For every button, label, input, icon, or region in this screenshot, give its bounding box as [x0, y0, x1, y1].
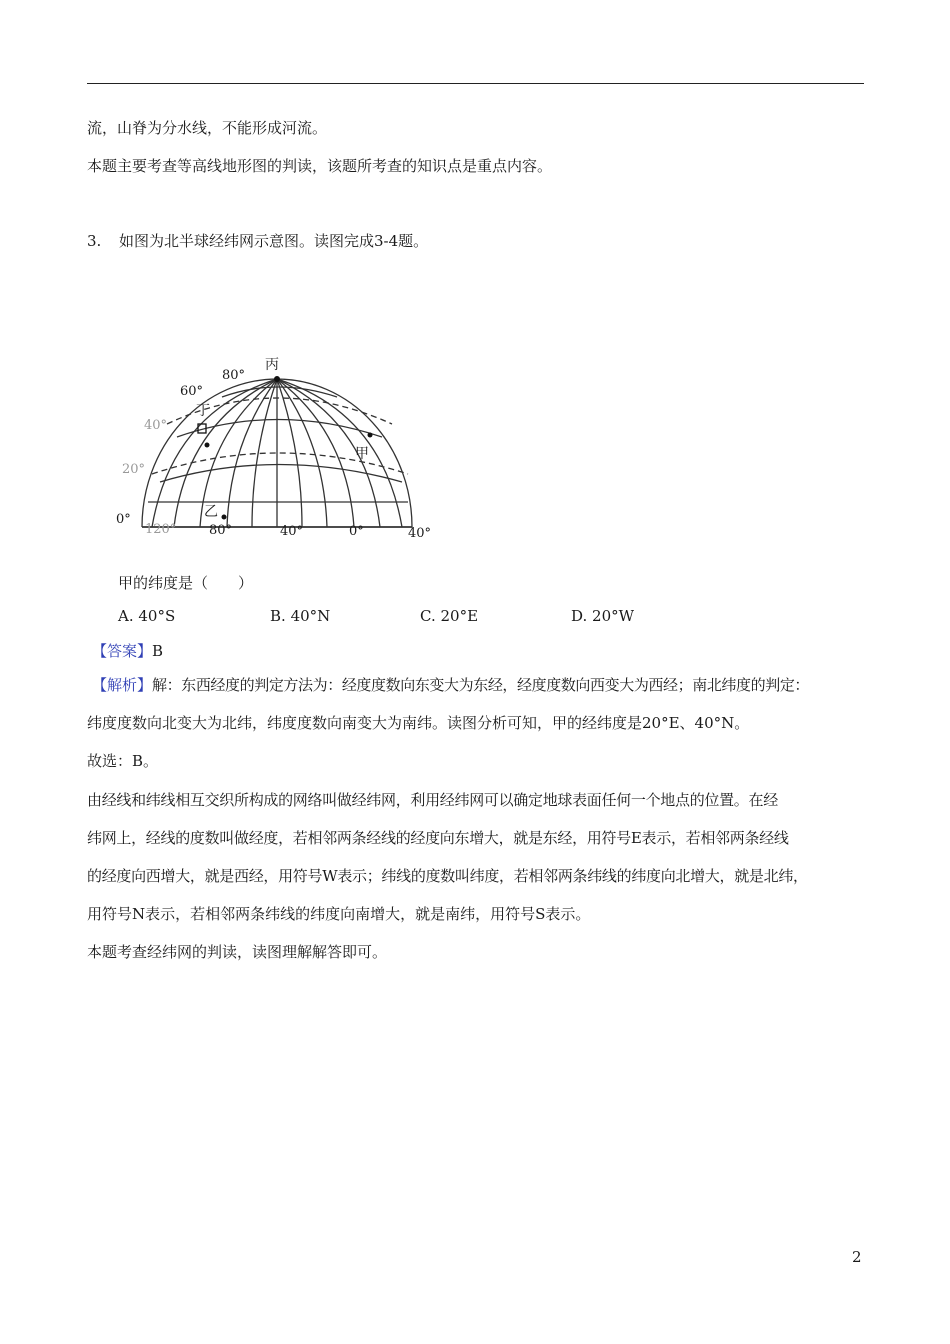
- text-line: 流，山脊为分水线，不能形成河流。: [87, 119, 328, 137]
- point-label: 乙: [204, 504, 218, 520]
- point-label: 丙: [265, 357, 279, 373]
- option-label: D.: [571, 607, 588, 625]
- lon-label: 120°: [145, 522, 177, 537]
- option-text: 40°N: [290, 607, 331, 625]
- lon-label: 40°: [408, 526, 432, 541]
- option-label: C.: [420, 607, 436, 625]
- option-a: [118, 606, 175, 626]
- analysis-paragraph-line: 的经度向西增大，就是西经，用符号W表示；纬线的度数叫纬度，若相邻两条纬线的纬度向北增大，就是北纬，: [87, 867, 808, 885]
- point-bing: [274, 376, 280, 382]
- option-d: [571, 606, 634, 626]
- page-number: 2: [852, 1248, 862, 1266]
- analysis-conclusion: 本题考查经纬网的判读，读图理解解答即可。: [87, 943, 388, 961]
- question-text: 如图为北半球经纬网示意图。读图完成3-4题。: [119, 232, 429, 250]
- option-text: 40°S: [138, 607, 176, 625]
- graticule-figure: [112, 352, 442, 547]
- analysis-line: 纬度度数向北变大为北纬，纬度度数向南变大为南纬。读图分析可知，甲的经纬度是20°E、40°N。: [87, 714, 750, 732]
- analysis-text: 解：东西经度的判定方法为：经度度数向东变大为东经，经度度数向西变大为西经；南北纬度的判定：: [152, 676, 810, 694]
- lat-label: 0°: [116, 512, 131, 527]
- analysis-paragraph-line: 纬网上，经线的度数叫做经度，若相邻两条经线的经度向东增大，就是东经，用符号E表示，若相邻两条经线: [87, 829, 789, 847]
- option-b: [270, 606, 330, 626]
- lon-label: 0°: [349, 524, 364, 539]
- question-stem: [87, 231, 428, 251]
- text-line: 本题主要考查等高线地形图的判读，该题所考查的知识点是重点内容。: [87, 157, 553, 175]
- point-yi: [222, 515, 227, 520]
- analysis-tag: 【解析】: [92, 676, 153, 694]
- lat-label: 40°: [144, 418, 168, 433]
- option-text: 20°W: [592, 607, 635, 625]
- lat-label: 60°: [180, 384, 204, 399]
- point-marker: [205, 443, 210, 448]
- lat-label: 80°: [222, 368, 246, 383]
- option-label: A.: [118, 607, 134, 625]
- answer-line: [92, 641, 163, 661]
- analysis-paragraph-line: 用符号N表示，若相邻两条纬线的纬度向南增大，就是南纬，用符号S表示。: [87, 905, 591, 923]
- analysis-line: 故选：B。: [87, 752, 159, 770]
- analysis-paragraph-line: 由经线和纬线相互交织所构成的网络叫做经纬网，利用经纬网可以确定地球表面任何一个地点的位置。在经: [87, 791, 778, 809]
- lon-label: 40°: [280, 524, 304, 539]
- point-label: 丁: [196, 403, 210, 419]
- lon-label: 80°: [209, 523, 233, 538]
- dashed-parallel: [152, 453, 408, 474]
- answer-tag: 【答案】: [92, 642, 153, 660]
- point-label: 甲: [355, 446, 369, 462]
- lat-label: 20°: [122, 462, 146, 477]
- answer-value: B: [152, 642, 164, 660]
- sub-question: 甲的纬度是（ ）: [118, 574, 254, 592]
- point-jia: [368, 433, 373, 438]
- parallel-line: [160, 465, 402, 483]
- analysis-line: [92, 675, 809, 695]
- option-text: 20°E: [440, 607, 479, 625]
- option-label: B.: [270, 607, 286, 625]
- question-number: 3.: [87, 232, 102, 250]
- graticule-diagram: [112, 352, 442, 547]
- header-rule: [87, 83, 864, 84]
- option-c: [420, 606, 478, 626]
